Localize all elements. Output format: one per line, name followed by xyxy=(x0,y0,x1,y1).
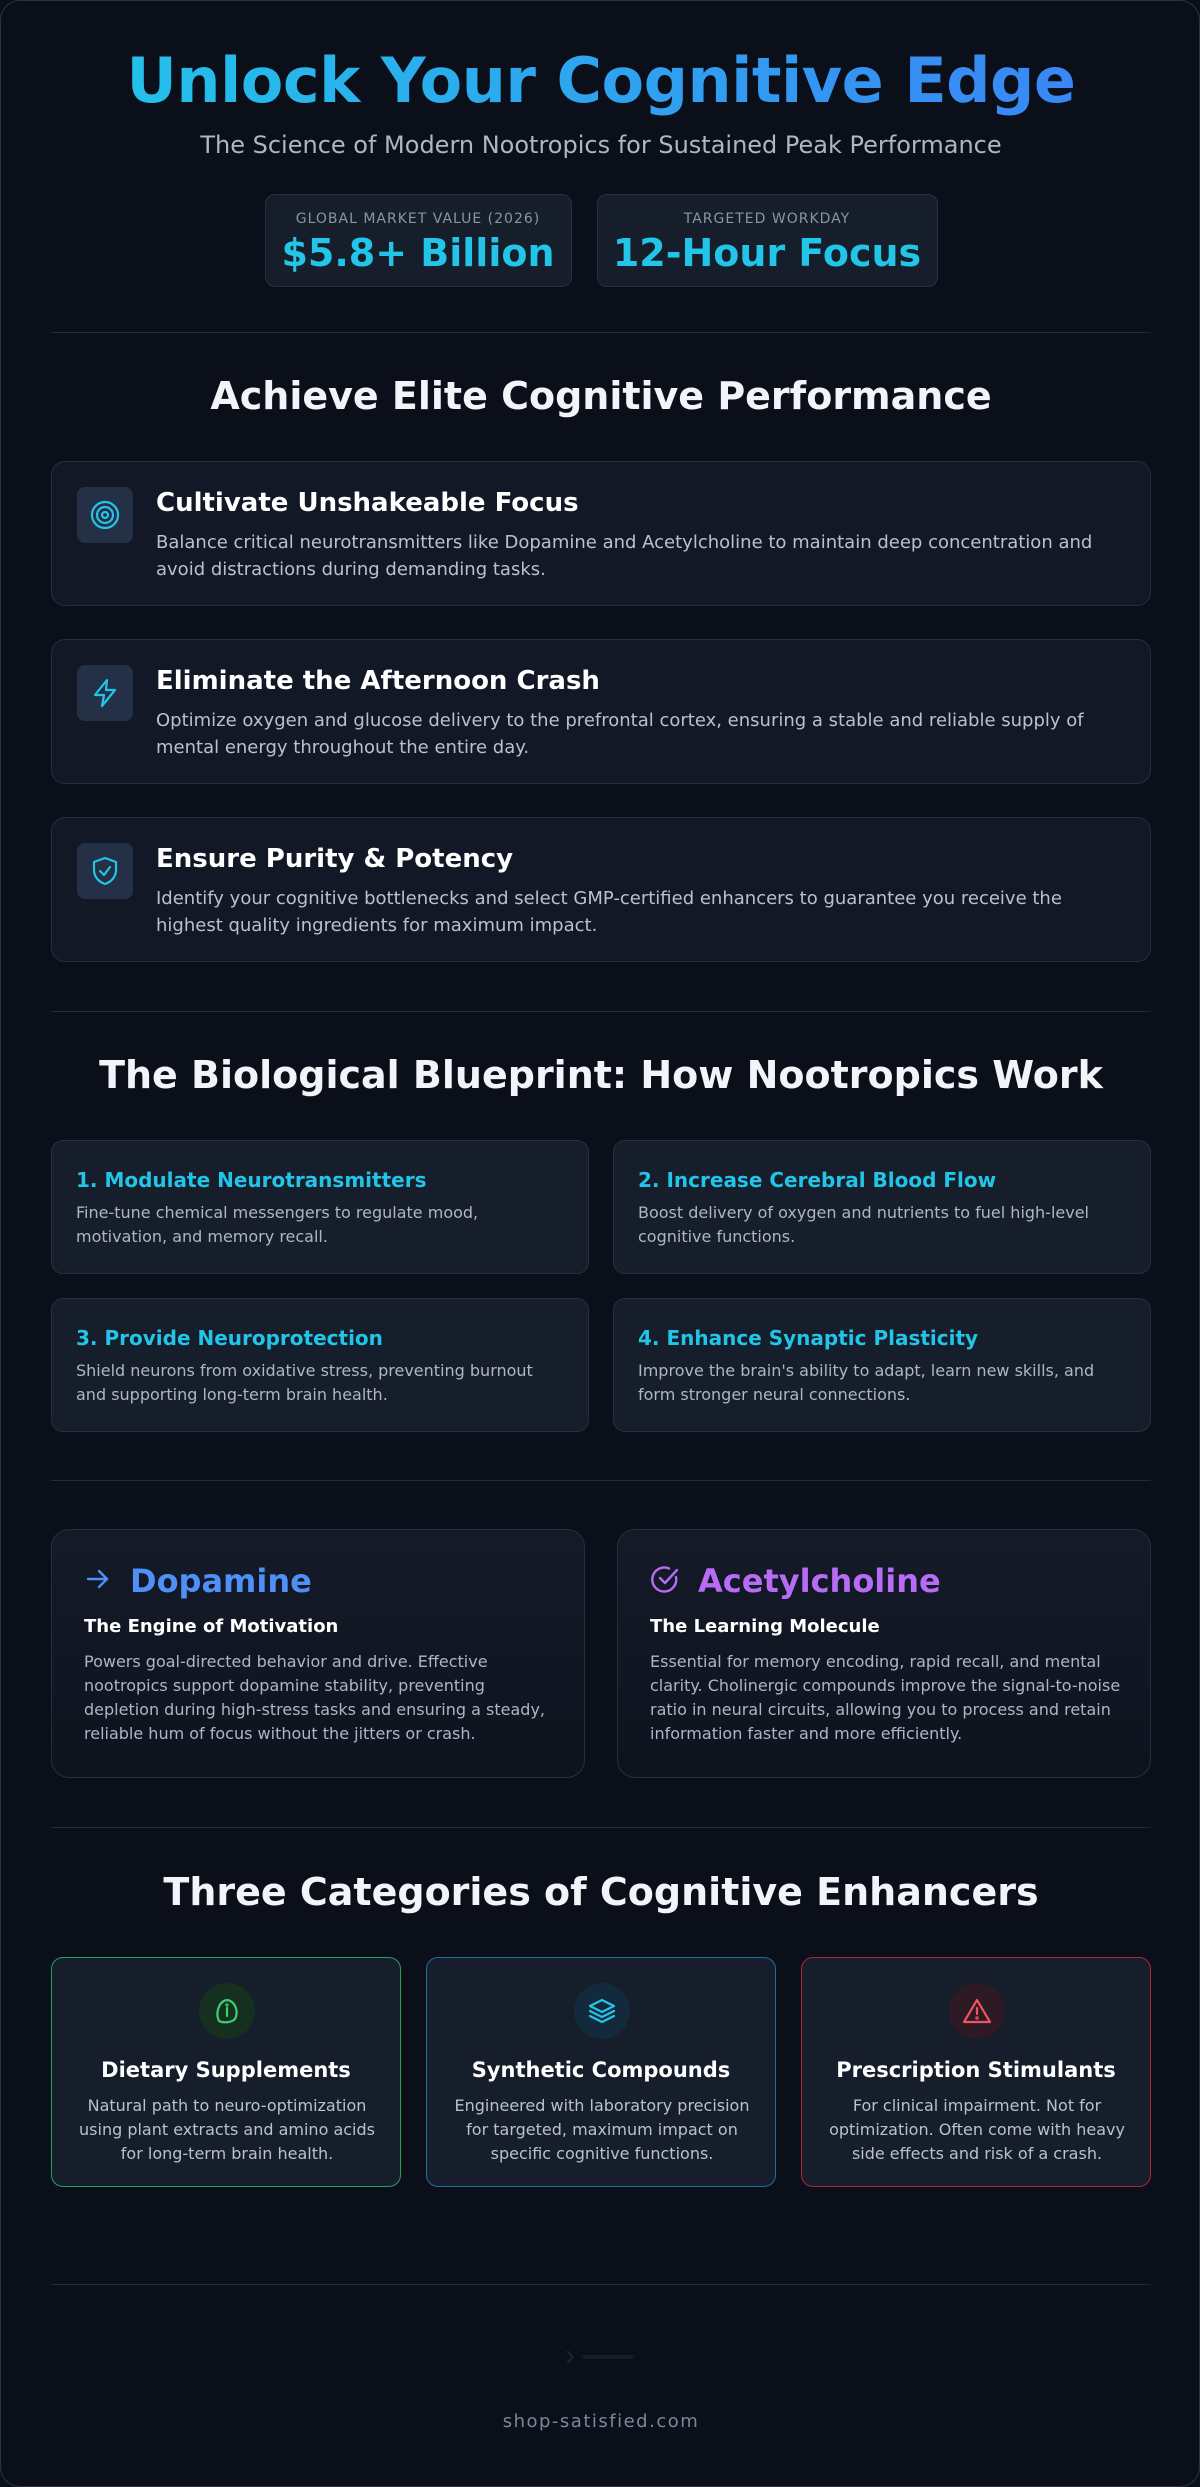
mechanism-card-blood-flow xyxy=(613,1140,1151,1274)
mechanism-title: 2. Increase Cerebral Blood Flow xyxy=(638,1168,997,1192)
section-divider xyxy=(51,1011,1151,1012)
check-circle-icon xyxy=(650,1564,680,1598)
brand-logo-icon xyxy=(565,2349,637,2365)
category-card-stimulants xyxy=(801,1957,1151,2187)
benefit-card-energy xyxy=(51,639,1151,784)
stat-label: TARGETED WORKDAY xyxy=(683,211,851,227)
content-column xyxy=(51,1,1151,2432)
mechanism-card-neuroprotection xyxy=(51,1298,589,1432)
category-body: For clinical impairment. Not for optimization. Often come with heavy side effects and risk of a crash. xyxy=(829,2096,1125,2163)
category-body: Natural path to neuro-optimization using plant extracts and amino acids for long-term brain health. xyxy=(79,2096,375,2163)
stat-card-workday xyxy=(597,194,938,287)
benefit-body: Identify your cognitive bottlenecks and select GMP-certified enhancers to guarantee you receive the highest quality ingredients for maximum impact. xyxy=(156,888,1062,936)
stats-row xyxy=(51,194,1151,287)
lightning-icon xyxy=(77,665,133,721)
category-title: Synthetic Compounds xyxy=(471,2058,731,2082)
layers-icon xyxy=(574,1983,630,2039)
page-subtitle: The Science of Modern Nootropics for Sustained Peak Performance xyxy=(200,131,1002,159)
section-divider xyxy=(51,2284,1151,2285)
benefit-title: Ensure Purity & Potency xyxy=(156,844,514,874)
stat-value: 12-Hour Focus xyxy=(612,231,922,275)
category-card-synthetic xyxy=(426,1957,776,2187)
benefit-title: Cultivate Unshakeable Focus xyxy=(156,488,579,518)
stat-card-market-value xyxy=(265,194,572,287)
target-icon xyxy=(77,487,133,543)
benefit-body: Optimize oxygen and glucose delivery to the prefrontal cortex, ensuring a stable and reliable supply of mental energy throughout the entire day. xyxy=(156,710,1084,758)
category-card-supplements xyxy=(51,1957,401,2187)
arrow-right-icon xyxy=(84,1565,112,1597)
category-title: Prescription Stimulants xyxy=(836,2058,1116,2082)
section-divider xyxy=(51,1480,1151,1481)
neurotransmitter-card-dopamine xyxy=(51,1529,585,1778)
footer-url[interactable]: shop-satisfied.com xyxy=(502,2411,700,2432)
neurotransmitter-card-acetylcholine xyxy=(617,1529,1151,1778)
warning-icon xyxy=(949,1983,1005,2039)
neurotransmitter-subtitle: The Engine of Motivation xyxy=(84,1616,339,1637)
section-divider xyxy=(51,332,1151,333)
mechanism-title: 1. Modulate Neurotransmitters xyxy=(76,1168,427,1192)
benefit-card-purity xyxy=(51,817,1151,962)
section-title-blueprint: The Biological Blueprint: How Nootropics Work xyxy=(99,1053,1103,1097)
section-divider xyxy=(51,1827,1151,1828)
neurotransmitter-body: Essential for memory encoding, rapid recall, and mental clarity. Cholinergic compounds improve the signal-to-noise ratio in neural circuits, allowing you to process and retain information faster and more efficiently. xyxy=(650,1652,1121,1743)
mechanism-body: Improve the brain's ability to adapt, learn new skills, and form stronger neural connections. xyxy=(638,1361,1095,1404)
leaf-icon xyxy=(199,1983,255,2039)
mechanism-body: Shield neurons from oxidative stress, preventing burnout and supporting long-term brain health. xyxy=(76,1361,533,1404)
page-title: Unlock Your Cognitive Edge xyxy=(51,41,1151,121)
neurotransmitter-name: Acetylcholine xyxy=(698,1562,941,1600)
benefit-body: Balance critical neurotransmitters like Dopamine and Acetylcholine to maintain deep concentration and avoid distractions during demanding tasks. xyxy=(156,532,1093,580)
mechanism-title: 4. Enhance Synaptic Plasticity xyxy=(638,1326,979,1350)
neurotransmitter-subtitle: The Learning Molecule xyxy=(650,1616,880,1637)
mechanism-card-neurotransmitters xyxy=(51,1140,589,1274)
benefit-title: Eliminate the Afternoon Crash xyxy=(156,666,600,696)
shield-check-icon xyxy=(77,843,133,899)
section-title-performance: Achieve Elite Cognitive Performance xyxy=(210,374,992,418)
mechanism-title: 3. Provide Neuroprotection xyxy=(76,1326,383,1350)
category-title: Dietary Supplements xyxy=(101,2058,351,2082)
hero-section xyxy=(51,1,1151,287)
neurotransmitter-body: Powers goal-directed behavior and drive. Effective nootropics support dopamine stability, preventing depletion during high-stress tasks and ensuring a steady, reliable hum of focus without the jitters or crash. xyxy=(84,1652,545,1743)
neurotransmitter-header xyxy=(84,1562,312,1600)
stat-label: GLOBAL MARKET VALUE (2026) xyxy=(295,211,541,227)
benefit-card-focus xyxy=(51,461,1151,606)
neurotransmitter-header xyxy=(650,1562,941,1600)
mechanism-card-plasticity xyxy=(613,1298,1151,1432)
mechanism-body: Boost delivery of oxygen and nutrients to fuel high-level cognitive functions. xyxy=(638,1203,1089,1246)
stat-value: $5.8+ Billion xyxy=(281,231,555,275)
neurotransmitter-name: Dopamine xyxy=(130,1562,312,1600)
section-title-categories: Three Categories of Cognitive Enhancers xyxy=(163,1870,1039,1914)
category-body: Engineered with laboratory precision for targeted, maximum impact on specific cognitive functions. xyxy=(454,2096,750,2163)
mechanism-body: Fine-tune chemical messengers to regulate mood, motivation, and memory recall. xyxy=(76,1203,479,1246)
